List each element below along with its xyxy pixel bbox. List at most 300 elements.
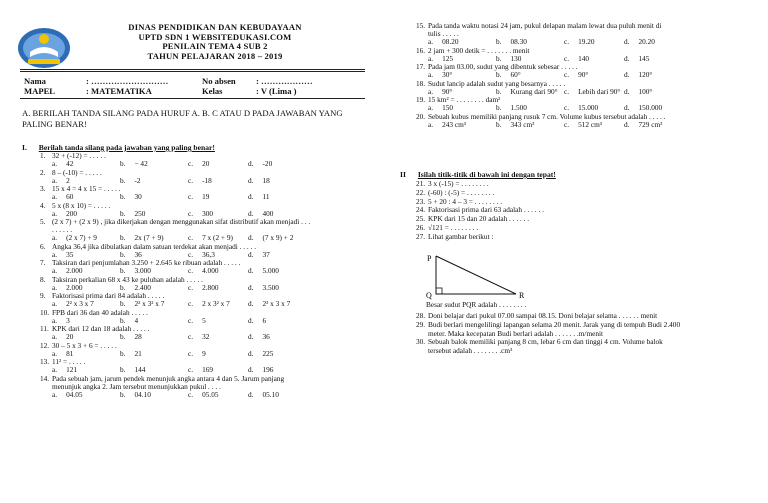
question-number: 3. xyxy=(40,184,46,193)
option-value: 2² x 3² x 7 xyxy=(134,299,165,309)
option-letter: c. xyxy=(564,53,570,63)
question-stem: Angka 36,4 jika dibulatkan dalam satuan terdekat akan menjadi . . . . . xyxy=(52,241,257,251)
option-letter: c. xyxy=(188,159,194,169)
option-value: 60 xyxy=(66,192,74,202)
option-value: 225 xyxy=(262,348,274,358)
question-stem: 5 + 20 : 4 – 3 = . . . . . . . . xyxy=(428,196,503,206)
answer-option-b[interactable] xyxy=(496,121,534,129)
option-value: 729 cm³ xyxy=(638,119,663,129)
question-number: 29. xyxy=(416,319,426,329)
option-letter: a. xyxy=(428,119,434,129)
section-2-number: II xyxy=(400,170,406,179)
answer-option-b[interactable] xyxy=(120,350,142,358)
option-value: 2.000 xyxy=(66,282,83,292)
option-letter: b. xyxy=(496,119,502,129)
essay-question xyxy=(416,338,663,346)
option-value: 2.000 xyxy=(66,266,83,276)
question-stem: Sebuah balok memiliki panjang 8 cm, lebar 6 cm dan tinggi 4 cm. Volume balok xyxy=(428,337,663,347)
question-stem: 11² = . . . . . xyxy=(52,357,86,367)
question-stem: 32 + (-12) = . . . . . xyxy=(52,151,106,160)
question-text xyxy=(40,358,85,366)
option-letter: a. xyxy=(52,315,58,325)
kelas-label: Kelas xyxy=(202,86,223,96)
essay-question xyxy=(416,224,478,232)
option-value: 28 xyxy=(134,332,142,342)
question-stem: Taksiran dari penjumlahan 3.250 + 2.645 ke ribuan adalah . . . . . xyxy=(52,258,241,268)
answer-option-a[interactable] xyxy=(428,121,466,129)
exam-header xyxy=(80,23,350,61)
figure-caption: Besar sudut PQR adalah . . . . . . . . xyxy=(426,300,527,309)
question-stem: Pada jam 03.00, sudut yang dibentuk sebesar . . . . . xyxy=(428,62,578,72)
option-value: − 42 xyxy=(134,159,148,169)
answer-option-d[interactable] xyxy=(248,177,270,185)
option-value: -2 xyxy=(134,175,141,185)
option-letter: c. xyxy=(564,70,570,80)
option-value: 15.000 xyxy=(578,103,599,113)
option-letter: c. xyxy=(564,103,570,113)
section-2-heading xyxy=(400,170,556,179)
answer-option-d[interactable] xyxy=(624,55,649,63)
answer-option-d[interactable] xyxy=(624,71,652,79)
option-value: 2 x 3² x 7 xyxy=(202,299,230,309)
question-number: 4. xyxy=(40,200,46,210)
section-1-title: Berilah tanda silang pada jawaban yang paling benar! xyxy=(38,143,215,152)
option-letter: a. xyxy=(428,70,434,80)
header-divider xyxy=(20,69,365,70)
question-number: 10. xyxy=(40,307,50,317)
answer-option-d[interactable] xyxy=(248,350,273,358)
option-value: 2.400 xyxy=(134,282,151,292)
answer-option-d[interactable] xyxy=(248,267,279,275)
option-letter: c. xyxy=(188,390,194,400)
option-letter: b. xyxy=(120,249,126,259)
option-value: 4 xyxy=(134,315,139,325)
option-letter: b. xyxy=(496,53,502,63)
option-value: 19.20 xyxy=(578,37,595,47)
option-letter: d. xyxy=(248,159,254,169)
noabsen-field[interactable]: : ……………… xyxy=(256,76,313,86)
option-value: 140 xyxy=(578,53,590,63)
question-stem: (-60) : (-5) = . . . . . . . . xyxy=(428,187,495,197)
option-value: 512 cm³ xyxy=(578,119,602,129)
option-letter: c. xyxy=(188,332,194,342)
answer-option-c[interactable] xyxy=(188,193,209,201)
question-stem: Sebuah kubus memiliki panjang rusuk 7 cm. Volume kubus tersebut adalah . . . . . xyxy=(428,111,666,121)
option-value: 196 xyxy=(262,365,274,375)
option-value: Kurang dari 90° xyxy=(510,86,558,96)
option-value: 400 xyxy=(262,208,274,218)
option-letter: c. xyxy=(188,249,194,259)
option-value: 20.20 xyxy=(638,37,655,47)
question-stem: Budi berlari mengelilingi lapangan selama 20 menit. Jarak yang di tempuh Budi 2.400 xyxy=(428,319,681,329)
mapel-label: MAPEL xyxy=(24,86,56,96)
option-value: 20 xyxy=(202,159,210,169)
question-number: 11. xyxy=(40,324,49,334)
question-stem: 8 – (-10) = . . . . . xyxy=(52,167,102,177)
option-value: 3.500 xyxy=(262,282,279,292)
question-stem-continued: . . . . . . xyxy=(52,225,73,235)
option-letter: b. xyxy=(120,332,126,342)
answer-option-d[interactable] xyxy=(248,193,270,201)
question-stem: 30 – 5 x 3 + 6 = . . . . . xyxy=(52,340,117,350)
answer-option-d[interactable] xyxy=(248,284,279,292)
option-value: 05.05 xyxy=(202,390,219,400)
question-stem: Faktorisasi prima dari 63 adalah . . . . . . xyxy=(428,205,544,215)
option-letter: c. xyxy=(188,233,194,243)
answer-option-d[interactable] xyxy=(248,391,279,399)
question-number: 7. xyxy=(40,258,46,268)
answer-option-c[interactable] xyxy=(188,391,219,399)
answer-option-d[interactable] xyxy=(248,333,270,341)
question-number: 23. xyxy=(416,196,426,206)
option-letter: d. xyxy=(248,208,254,218)
option-letter: d. xyxy=(624,103,630,113)
question-stem: Taksiran perkalian 68 x 43 ke puluhan adalah . . . . . xyxy=(52,274,203,284)
question-stem-continued: tersebut adalah . . . . . . . .cm³ xyxy=(428,346,513,356)
option-value: Lebih dari 90° xyxy=(578,86,621,96)
option-value: 144 xyxy=(134,365,146,375)
option-value: 2 xyxy=(66,175,70,185)
section-1-number: I. xyxy=(22,143,27,152)
option-value: 200 xyxy=(66,208,78,218)
question-number: 24. xyxy=(416,205,426,215)
option-value: 30 xyxy=(134,192,142,202)
question-number: 5. xyxy=(40,217,46,226)
option-letter: d. xyxy=(248,192,254,202)
option-letter: a. xyxy=(428,37,434,47)
question-number: 12. xyxy=(40,340,50,350)
mapel-value: : MATEMATIKA xyxy=(86,86,152,96)
option-letter: d. xyxy=(248,233,254,243)
option-letter: a. xyxy=(52,365,58,375)
essay-question xyxy=(416,189,494,197)
answer-option-b[interactable] xyxy=(120,193,142,201)
option-letter: a. xyxy=(52,266,58,276)
option-value: 300 xyxy=(202,208,214,218)
answer-option-c[interactable] xyxy=(188,284,219,292)
option-letter: a. xyxy=(52,249,58,259)
section-2-title: Isilah titik-titik di bawah ini dengan tepat! xyxy=(417,170,556,179)
question-stem: 3 x (-15) = . . . . . . . . xyxy=(428,179,489,188)
vertex-q-label: Q xyxy=(426,291,432,300)
option-letter: d. xyxy=(624,37,630,47)
question-number: 17. xyxy=(416,62,426,72)
option-letter: a. xyxy=(428,53,434,63)
triangle-pqr-figure xyxy=(420,252,530,302)
option-value: 125 xyxy=(442,53,454,63)
header-line-1: DINAS PENDIDIKAN DAN KEBUDAYAAN xyxy=(128,22,302,32)
option-letter: d. xyxy=(248,315,254,325)
option-value: 100° xyxy=(638,86,653,96)
option-letter: a. xyxy=(52,348,58,358)
answer-option-c[interactable] xyxy=(188,333,209,341)
question-number: 15. xyxy=(416,21,426,30)
option-letter: a. xyxy=(52,299,58,309)
option-value: 1.500 xyxy=(510,103,527,113)
option-letter: c. xyxy=(564,119,570,129)
option-letter: c. xyxy=(564,37,570,47)
option-value: 35 xyxy=(66,249,74,259)
option-letter: d. xyxy=(248,390,254,400)
option-letter: b. xyxy=(120,266,126,276)
answer-option-d[interactable] xyxy=(248,251,270,259)
essay-question xyxy=(416,215,529,223)
question-stem: Pada tanda waktu notasi 24 jam, pukul delapan malam lewat dua puluh menit di xyxy=(428,21,662,30)
question-number: 22. xyxy=(416,187,426,197)
vertex-p-label: P xyxy=(427,254,432,263)
answer-option-d[interactable] xyxy=(248,317,266,325)
answer-option-a[interactable] xyxy=(52,391,83,399)
option-letter: d. xyxy=(248,266,254,276)
option-value: 130 xyxy=(510,53,522,63)
option-value: 343 cm³ xyxy=(510,119,535,129)
question-number: 21. xyxy=(416,179,426,188)
option-letter: b. xyxy=(120,192,126,202)
question-stem: Lihat gambar berikut : xyxy=(428,231,494,241)
option-value: 2.800 xyxy=(202,282,219,292)
answer-option-c[interactable] xyxy=(188,350,206,358)
question-stem: FPB dari 36 dan 40 adalah . . . . . xyxy=(52,307,148,317)
option-value: 5.000 xyxy=(262,266,279,276)
question-number: 16. xyxy=(416,45,426,55)
answer-option-b[interactable] xyxy=(496,88,558,96)
option-value: 5 xyxy=(202,315,206,325)
question-stem: 15 km² = . . . . . . . . dam² xyxy=(428,95,501,105)
option-letter: c. xyxy=(188,175,194,185)
option-letter: d. xyxy=(624,53,630,63)
option-value: 2² x 3 x 7 xyxy=(66,299,94,309)
option-value: 08.30 xyxy=(510,37,527,47)
option-letter: b. xyxy=(120,282,126,292)
answer-option-c[interactable] xyxy=(188,317,206,325)
meta-divider xyxy=(20,98,365,99)
option-value: 250 xyxy=(134,208,146,218)
option-letter: d. xyxy=(624,70,630,80)
option-value: 60° xyxy=(510,70,521,80)
question-stem: (2 x 7) + (2 x 9) , jika dikerjakan dengan menggunakan sifat distributif akan menjadi . . . xyxy=(52,217,311,226)
answer-option-c[interactable] xyxy=(188,177,212,185)
question-stem-continued: menunjuk angka 2. Jam tersebut menunjukkan pukul . . . . xyxy=(52,381,221,391)
question-stem-continued: meter. Maka kecepatan Budi berlari adalah . . . . . . .m/menit xyxy=(428,328,604,338)
answer-option-b[interactable] xyxy=(120,160,148,168)
question-stem: KPK dari 15 dan 20 adalah . . . . . . xyxy=(428,214,530,224)
option-value: 18 xyxy=(262,175,270,185)
question-number: 25. xyxy=(416,214,426,224)
option-letter: a. xyxy=(428,103,434,113)
option-letter: c. xyxy=(188,315,194,325)
option-letter: b. xyxy=(120,315,126,325)
option-value: 120° xyxy=(638,70,653,80)
option-letter: b. xyxy=(120,365,126,375)
answer-option-d[interactable] xyxy=(248,300,290,308)
option-value: 32 xyxy=(202,332,210,342)
option-value: 90° xyxy=(578,70,589,80)
question-number: 6. xyxy=(40,241,46,251)
question-text xyxy=(40,218,310,226)
option-value: 36 xyxy=(134,249,142,259)
answer-option-b[interactable] xyxy=(120,177,141,185)
question-number: 26. xyxy=(416,223,426,232)
option-letter: b. xyxy=(120,233,126,243)
option-value: 2x (7 + 9) xyxy=(134,233,164,243)
question-number: 14. xyxy=(40,373,50,383)
question-number: 9. xyxy=(40,291,46,301)
option-letter: d. xyxy=(248,365,254,375)
question-number: 2. xyxy=(40,167,46,177)
question-stem: KPK dari 12 dan 18 adalah . . . . . xyxy=(52,324,150,334)
question-stem-continued: tulis . . . . . xyxy=(428,29,459,39)
option-value: 150 xyxy=(442,103,454,113)
essay-question xyxy=(416,198,502,206)
option-value: 3.000 xyxy=(134,266,151,276)
section-1-heading xyxy=(22,143,215,152)
question-stem: Faktorisasi prima dari 84 adalah . . . . . xyxy=(52,291,165,301)
option-letter: a. xyxy=(52,192,58,202)
option-letter: b. xyxy=(120,159,126,169)
noabsen-label: No absen xyxy=(202,76,236,86)
option-letter: c. xyxy=(188,208,194,218)
option-value: -18 xyxy=(202,175,212,185)
option-letter: d. xyxy=(248,299,254,309)
answer-option-c[interactable] xyxy=(564,88,620,96)
option-letter: a. xyxy=(52,159,58,169)
nama-field[interactable]: : ……………………… xyxy=(86,76,169,86)
option-letter: d. xyxy=(248,175,254,185)
option-letter: d. xyxy=(248,332,254,342)
option-value: 145 xyxy=(638,53,650,63)
option-letter: c. xyxy=(188,348,194,358)
option-letter: c. xyxy=(564,86,570,96)
question-text xyxy=(40,169,102,177)
header-line-4: TAHUN PELAJARAN 2018 – 2019 xyxy=(147,50,283,61)
answer-option-b[interactable] xyxy=(120,391,151,399)
answer-option-d[interactable] xyxy=(624,121,662,129)
question-number: 19. xyxy=(416,95,426,105)
answer-option-d[interactable] xyxy=(248,160,272,168)
essay-question xyxy=(416,206,544,214)
option-value: 7 x (2 + 9) xyxy=(202,233,233,243)
option-letter: b. xyxy=(496,86,502,96)
option-letter: b. xyxy=(120,348,126,358)
option-letter: c. xyxy=(188,299,194,309)
option-value: (2 x 7) + 9 xyxy=(66,233,97,243)
option-value: 04.10 xyxy=(134,390,151,400)
option-letter: c. xyxy=(188,282,194,292)
answer-option-c[interactable] xyxy=(564,121,602,129)
question-stem: 2 jam + 300 detik = . . . . . . . menit xyxy=(428,45,530,55)
header-divider-2 xyxy=(20,71,365,72)
option-value: 20 xyxy=(66,332,74,342)
header-line-3: PENILAIN TEMA 4 SUB 2 xyxy=(162,41,268,52)
option-letter: a. xyxy=(428,86,434,96)
option-value: 36,3 xyxy=(202,249,215,259)
option-value: 81 xyxy=(66,348,74,358)
option-value: 19 xyxy=(202,192,210,202)
student-info xyxy=(24,76,364,96)
question-stem: Doni belajar dari pukul 07.00 sampai 08.15. Doni belajar selama . . . . . . menit xyxy=(428,311,658,320)
answer-option-c[interactable] xyxy=(188,300,230,308)
option-value: 4.000 xyxy=(202,266,219,276)
school-logo-icon xyxy=(16,26,72,72)
option-value: 121 xyxy=(66,365,78,375)
option-letter: b. xyxy=(496,103,502,113)
option-letter: a. xyxy=(52,390,58,400)
option-letter: b. xyxy=(120,208,126,218)
option-letter: a. xyxy=(52,175,58,185)
question-stem: √121 = . . . . . . . . xyxy=(428,223,479,232)
answer-option-d[interactable] xyxy=(624,88,652,96)
question-number: 28. xyxy=(416,311,426,320)
option-letter: d. xyxy=(624,119,630,129)
essay-question xyxy=(416,312,657,320)
option-value: 150.000 xyxy=(638,103,663,113)
option-value: 11 xyxy=(262,192,270,202)
answer-option-c[interactable] xyxy=(564,38,595,46)
option-value: 169 xyxy=(202,365,214,375)
option-letter: c. xyxy=(188,266,194,276)
kelas-value: : V (Lima ) xyxy=(256,86,297,96)
answer-option-d[interactable] xyxy=(624,38,655,46)
question-number: 30. xyxy=(416,337,426,347)
option-value: 2³ x 3 x 7 xyxy=(262,299,291,309)
option-value: (7 x 9) + 2 xyxy=(262,233,294,243)
option-letter: a. xyxy=(52,233,58,243)
question-number: 8. xyxy=(40,274,46,284)
option-letter: b. xyxy=(120,299,126,309)
option-value: 08.20 xyxy=(442,37,459,47)
instruction-text: A. BERILAH TANDA SILANG PADA HURUF A. B. C ATAU D PADA JAWABAN YANG PALING BENAR! xyxy=(22,108,343,129)
option-letter: d. xyxy=(624,86,630,96)
question-number: 1. xyxy=(40,151,46,160)
question-stem: 15 x 4 = 4 x 15 = . . . . . xyxy=(52,184,121,193)
option-letter: b. xyxy=(120,175,126,185)
answer-option-c[interactable] xyxy=(564,71,588,79)
option-letter: b. xyxy=(120,390,126,400)
answer-option-b[interactable] xyxy=(120,333,142,341)
option-letter: a. xyxy=(52,282,58,292)
option-value: 243 cm³ xyxy=(442,119,466,129)
essay-question xyxy=(416,180,489,188)
option-letter: a. xyxy=(52,208,58,218)
option-value: 90° xyxy=(442,86,453,96)
option-value: 9 xyxy=(202,348,206,358)
option-letter: d. xyxy=(248,282,254,292)
option-value: 36 xyxy=(262,332,270,342)
question-stem: Sudut lancip adalah sudut yang besarnya . . . . . xyxy=(428,78,566,88)
essay-question xyxy=(416,321,680,329)
question-number: 20. xyxy=(416,111,426,121)
question-number: 27. xyxy=(416,231,426,241)
option-value: 3 xyxy=(66,315,70,325)
option-value: -20 xyxy=(262,159,273,169)
essay-question xyxy=(416,233,493,241)
answer-option-c[interactable] xyxy=(188,160,209,168)
option-value: 30° xyxy=(442,70,453,80)
question-number: 13. xyxy=(40,357,50,367)
option-letter: d. xyxy=(248,249,254,259)
option-letter: c. xyxy=(188,365,194,375)
option-letter: b. xyxy=(496,70,502,80)
question-number: 18. xyxy=(416,78,426,88)
question-stem: Pada sebuah jam, jarum pendek menunjuk angka antara 4 dan 5. Jarum panjang xyxy=(52,373,285,383)
option-value: 42 xyxy=(66,159,74,169)
option-letter: a. xyxy=(52,332,58,342)
option-value: 6 xyxy=(262,315,267,325)
option-value: 05.10 xyxy=(262,390,279,400)
option-value: 21 xyxy=(134,348,142,358)
nama-label: Nama xyxy=(24,76,46,86)
option-letter: c. xyxy=(188,192,194,202)
